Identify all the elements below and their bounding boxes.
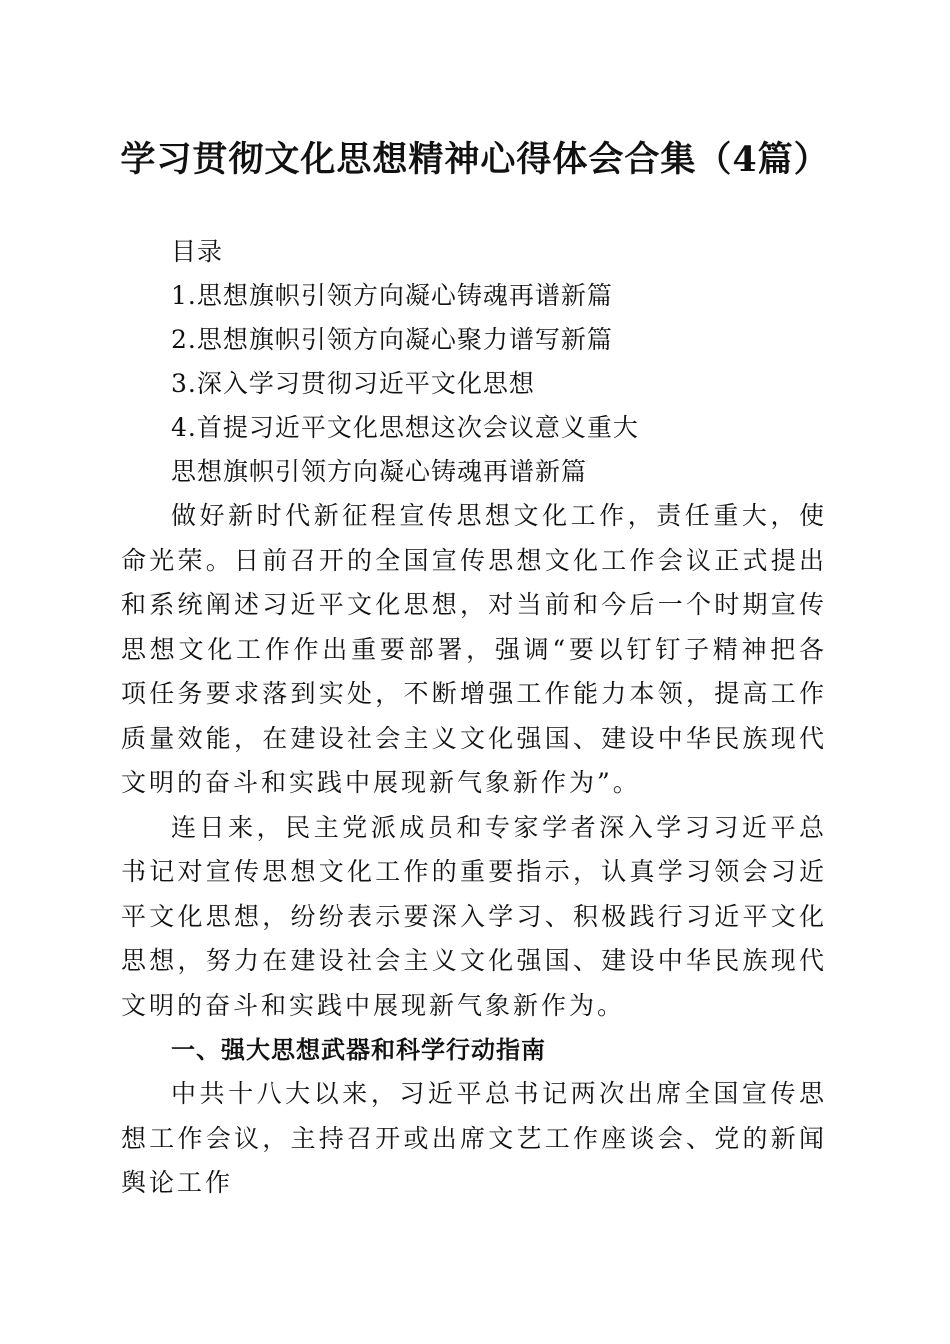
toc-item: 2.思想旗帜引领方向凝心聚力谱写新篇 bbox=[171, 325, 613, 354]
toc-item: 1.思想旗帜引领方向凝心铸魂再谱新篇 bbox=[171, 281, 613, 310]
body-paragraph: 中共十八大以来，习近平总书记两次出席全国宣传思想工作会议，主持召开或出席文艺工作座谈会、党的新闻舆论工作 bbox=[121, 1079, 827, 1197]
body-paragraph: 连日来，民主党派成员和专家学者深入学习习近平总书记对宣传思想文化工作的重要指示，认真学习领会习近平文化思想，纷纷表示要深入学习、积极践行习近平文化思想，努力在建设社会主义文化强国、建设中华民族现代文明的奋斗和实践中展现新气象新作为。 bbox=[121, 812, 827, 1020]
body-paragraph: 做好新时代新征程宣传思想文化工作，责任重大，使命光荣。日前召开的全国宣传思想文化工作会议正式提出和系统阐述习近平文化思想，对当前和今后一个时期宣传思想文化工作作出重要部署，强调“要以钉钉子精神把各项任务要求落到实处，不断增强工作能力本领，提高工作质量效能，在建设社会主义文化强国、建设中华民族现代文明的奋斗和实践中展现新气象新作为”。 bbox=[121, 501, 827, 797]
section-heading: 一、强大思想武器和科学行动指南 bbox=[171, 1036, 546, 1064]
toc-item: 4.首提习近平文化思想这次会议意义重大 bbox=[171, 413, 639, 442]
toc-item: 3.深入学习贯彻习近平文化思想 bbox=[171, 369, 535, 398]
article-title: 思想旗帜引领方向凝心铸魂再谱新篇 bbox=[171, 457, 588, 486]
document-body bbox=[121, 230, 827, 1206]
toc-label: 目录 bbox=[171, 237, 224, 266]
document-title: 学习贯彻文化思想精神心得体会合集（4篇） bbox=[120, 139, 830, 180]
